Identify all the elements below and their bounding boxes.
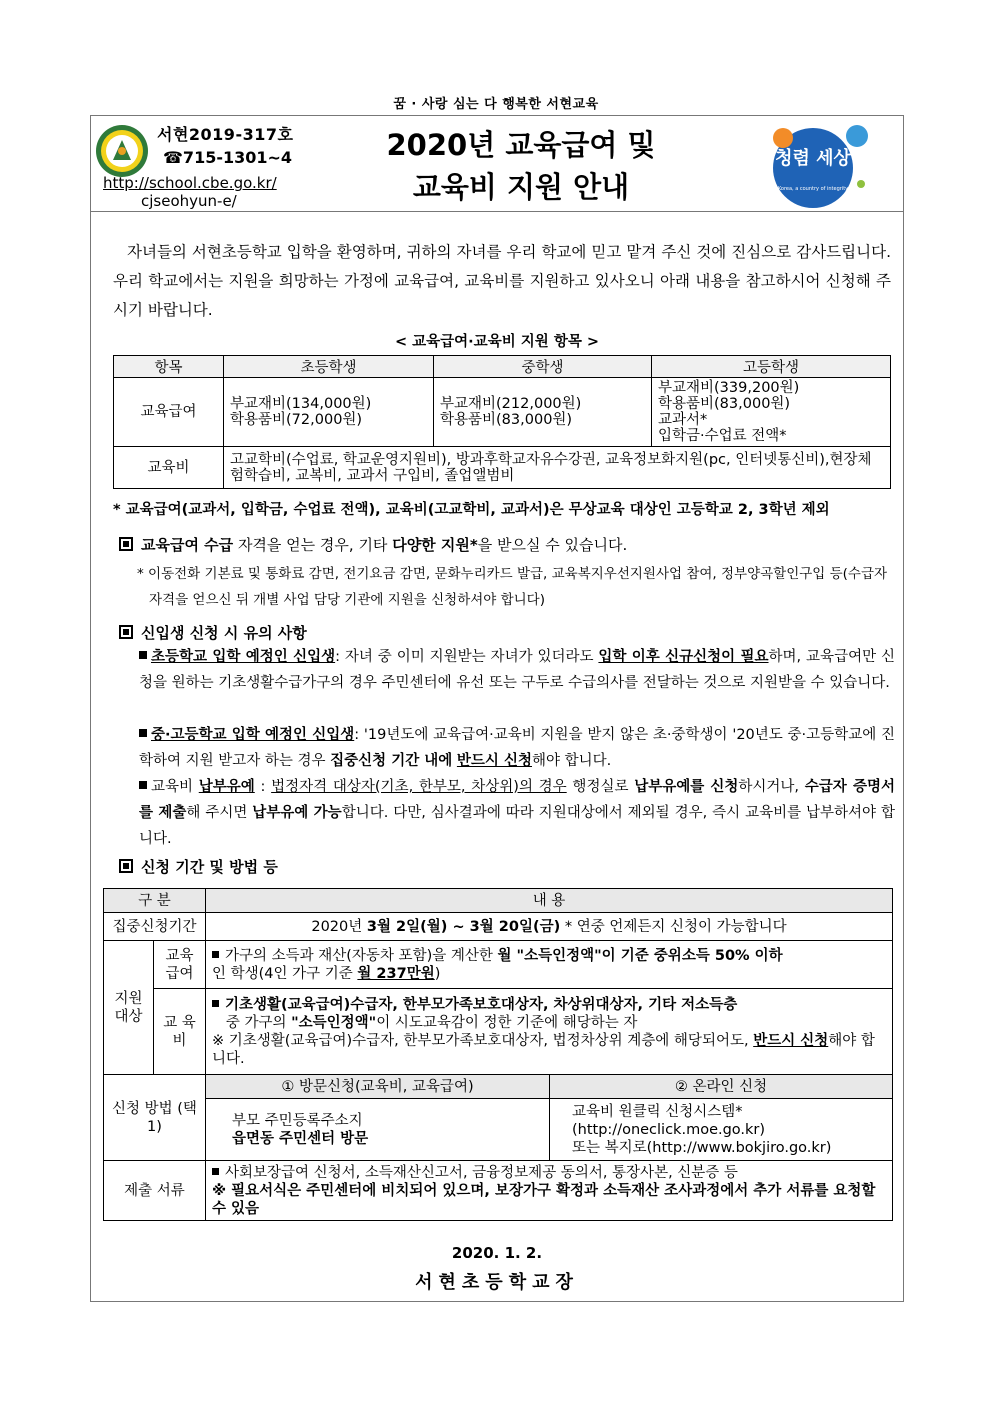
free-education-note: * 교육급여(교과서, 입학금, 수업료 전액), 교육비(고교학비, 교과서)은 무상교육 대상인 고등학교 2, 3학년 제외 (113, 502, 830, 518)
issue-date: 2020. 1. 2. (451, 1244, 543, 1262)
phone-number: ☎715-1301~4 (163, 148, 293, 167)
support-items-table (113, 355, 891, 489)
oneclick-link[interactable]: (http://oneclick.moe.go.kr) (572, 1121, 766, 1138)
bullet-text: 합니다. 다만, 심사결과에 따라 지원대상에서 제외될 경우, 즉시 교육비를 납부하셔야 합니다. (139, 805, 895, 847)
elementary-cell (224, 378, 434, 447)
bullet-text: 행정실로 (566, 779, 635, 795)
method-label: 신청 방법 (택1) (104, 1075, 206, 1161)
row-label-edu-pay: 교육급여 (114, 378, 224, 447)
bullet-text: : (254, 779, 272, 795)
logo-subtext: Korea, a country of integrity (777, 186, 849, 192)
section-title: 신입생 신청 시 유의 사항 (141, 624, 307, 642)
bullet-icon (212, 951, 219, 958)
section-text: 교육급여 수급 (141, 536, 234, 554)
bokjiro-link[interactable]: 또는 복지로(http://www.bokjiro.go.kr) (572, 1139, 832, 1156)
bullet-icon (139, 781, 147, 789)
bullet-emphasis: 수급자 증명서를 제출 (139, 779, 895, 821)
cell-line: 학용품비(83,000원) (658, 396, 791, 412)
edu-cost-criteria (206, 989, 893, 1075)
criteria-emphasis: 기초생활(교육급여)수급자, 한부모가족보호대상자, 차상위대상자, 기타 저소득층 (225, 996, 738, 1013)
intro-paragraph: 자녀들의 서현초등학교 입학을 환영하며, 귀하의 자녀를 우리 학교에 믿고 맡겨 주신 것에 진심으로 감사드립니다. 우리 학교에서는 지원을 희망하는 가정에 교육급여, 교육비를 지원하고 있사오니 아래 내용을 참고하시어 신청해 주시기 바랍니다. (113, 243, 891, 319)
cell-line: 교과서* (658, 412, 708, 428)
benefits-note: * 이동전화 기본료 및 통화료 감면, 전기요금 감면, 문화누리카드 발급, 교육복지우선지원사업 참여, 정부양곡할인구입 등(수급자 자격을 얻으신 뒤 개별 사업 담당 기관에 지원을 신청하셔야 합니다) (137, 566, 888, 608)
criteria-emphasis: 월 "소득인정액"이 기준 중위소득 50% 이하 (497, 947, 783, 964)
bullet-text: 법정자격 대상자(기초, 한부모, 차상위)의 경우 (271, 779, 567, 795)
square-bullet-icon (119, 537, 133, 551)
section-period-method (119, 856, 278, 877)
title-line-1: 2020년 교육급여 및 (386, 128, 656, 162)
criteria-text: ) (434, 965, 441, 982)
support-table-caption: < 교육급여·교육비 지원 항목 > (394, 334, 600, 350)
edu-cost-label: 교 육 비 (154, 989, 206, 1075)
edu-pay-criteria (206, 941, 893, 989)
period-dates: 3월 2일(월) ~ 3월 20일(금) (366, 918, 561, 935)
bullet-icon (139, 651, 147, 659)
docs-text: 사회보장급여 신청서, 소득재산신고서, 금융정보제공 동의서, 통장사본, 신분증 등 (225, 1164, 738, 1181)
docs-label: 제출 서류 (104, 1161, 206, 1221)
method2-header: ② 온라인 신청 (550, 1075, 893, 1099)
table-header: 고등학생 (652, 356, 891, 378)
period-text: 2020년 (311, 918, 367, 935)
header (91, 116, 903, 212)
criteria-emphasis: "소득인정액" (291, 1014, 377, 1031)
bullet-icon (139, 729, 147, 737)
bullet-text: : '19년도에 교육급여·교육비 지원을 받지 않은 초·중학생이 '20년도 중·고등학교에 진학하여 지원 받고자 하는 경우 (139, 727, 895, 769)
cell-line: 부교재비(339,200원) (658, 380, 800, 396)
bullet-emphasis: 입학 이후 신규신청이 필요 (598, 649, 769, 665)
bullet-text: 해 주시면 (186, 805, 253, 821)
cell-line: 입학금·수업료 전액* (658, 428, 787, 444)
method-text: 교육비 원클릭 신청시스템* (572, 1103, 743, 1120)
period-text: * 연중 언제든지 신청이 가능합니다 (560, 918, 787, 935)
header-info (91, 116, 331, 212)
logo-text: 청렴 세상 (775, 148, 851, 169)
bullet-emphasis: 납부유예 (198, 779, 255, 795)
method1-cell (206, 1099, 550, 1161)
principal-signature: 서현초등학교장 (415, 1272, 579, 1293)
period-cell (206, 913, 893, 941)
method2-cell (550, 1099, 893, 1161)
criteria-text: ※ 기초생활(교육급여)수급자, 한부모가족보호대상자, 법정차상위 계층에 해당되어도, (212, 1032, 754, 1049)
cell-line: 부교재비(134,000원) (230, 396, 372, 412)
square-bullet-icon (119, 859, 133, 873)
method1-header: ① 방문신청(교육비, 교육급여) (206, 1075, 550, 1099)
bullet-head: 중·고등학교 입학 예정인 신입생 (151, 727, 355, 743)
page-title (331, 124, 711, 208)
bullet-emphasis: 납부유예를 신청 (634, 779, 739, 795)
edu-pay-label: 교육 급여 (154, 941, 206, 989)
criteria-text: 해야 합니다. (212, 1032, 875, 1067)
title-line-2: 교육비 지원 안내 (412, 170, 630, 204)
row-label-edu-cost: 교육비 (114, 447, 224, 489)
bullet-text: 하시거나, (738, 779, 805, 795)
cell-line: 부교재비(212,000원) (440, 396, 582, 412)
bullet-middle-high (139, 722, 895, 774)
high-cell (652, 378, 891, 447)
docs-cell (206, 1161, 893, 1221)
cell-line: 학용품비(83,000원) (440, 412, 573, 428)
col-header-category: 구 분 (104, 889, 206, 913)
document-number: 서현2019-317호 (157, 125, 294, 144)
cell-line: 학용품비(72,000원) (230, 412, 363, 428)
square-bullet-icon (119, 625, 133, 639)
target-label: 지원 대상 (104, 941, 154, 1075)
criteria-text: 중 가구의 (225, 1014, 292, 1031)
method-emphasis: 읍면동 주민센터 방문 (232, 1130, 369, 1147)
application-table (103, 888, 893, 1221)
section-text: 자격을 얻는 경우, 기타 (233, 536, 393, 554)
criteria-text: 이 시도교육감이 정한 기준에 해당하는 자 (376, 1014, 638, 1031)
section-text: 다양한 지원* (392, 536, 478, 554)
bullet-payment-deferral (139, 774, 895, 852)
school-emblem-icon (95, 124, 149, 178)
period-label: 집중신청기간 (104, 913, 206, 941)
table-header: 중학생 (434, 356, 652, 378)
bullet-icon (212, 1168, 219, 1175)
table-header: 초등학생 (224, 356, 434, 378)
school-url-link[interactable]: http://school.cbe.go.kr/ (103, 174, 277, 192)
bullet-text: 해야 합니다. (532, 753, 612, 769)
bullet-text: : 자녀 중 이미 지원받는 자녀가 있더라도 (335, 649, 599, 665)
bullet-icon (212, 1000, 219, 1007)
section-edu-pay (119, 534, 627, 555)
edu-cost-cell: 고교학비(수업료, 학교운영지원비), 방과후학교자유수강권, 교육정보화지원(pc, 인터넷통신비),현장체험학습비, 교복비, 교과서 구입비, 졸업앨범비 (224, 447, 891, 489)
middle-cell (434, 378, 652, 447)
bullet-elementary (139, 644, 895, 696)
criteria-emphasis: 반드시 신청 (753, 1032, 829, 1049)
bullet-emphasis: 집중신청 기간 내에 (330, 753, 453, 769)
table-header: 항목 (114, 356, 224, 378)
section-title: 신청 기간 및 방법 등 (141, 858, 278, 876)
school-url-path: cjseohyun-e/ (141, 192, 237, 210)
bullet-text: 교육비 (151, 779, 199, 795)
method-text: 부모 주민등록주소지 (232, 1112, 363, 1129)
bullet-head: 초등학교 입학 예정인 신입생 (151, 649, 336, 665)
integrity-logo-icon (759, 116, 879, 212)
criteria-emphasis: 월 237만원 (357, 965, 435, 982)
col-header-content: 내 용 (206, 889, 893, 913)
document-frame (90, 115, 904, 1302)
bullet-emphasis: 납부유예 가능 (252, 805, 342, 821)
docs-emphasis: ※ 필요서식은 주민센터에 비치되어 있으며, 보장가구 확정과 소득재산 조사과정에서 추가 서류를 요청할 수 있음 (212, 1182, 876, 1217)
bullet-emphasis: 반드시 신청 (456, 753, 532, 769)
section-freshman (119, 622, 307, 643)
criteria-text: 가구의 소득과 재산(자동차 포함)을 계산한 (225, 947, 498, 964)
section-text: 을 받으실 수 있습니다. (477, 536, 628, 554)
criteria-text: 인 학생(4인 가구 기준 (212, 965, 358, 982)
bullet-text: 하며, 교육급여만 신청을 원하는 기초생활수급가구의 경우 주민센터에 유선 또는 구두로 수급의사를 전달하는 것으로 지원받을 수 있습니다. (139, 649, 895, 691)
motto: 꿈 · 사랑 심는 다 행복한 서현교육 (393, 97, 599, 112)
